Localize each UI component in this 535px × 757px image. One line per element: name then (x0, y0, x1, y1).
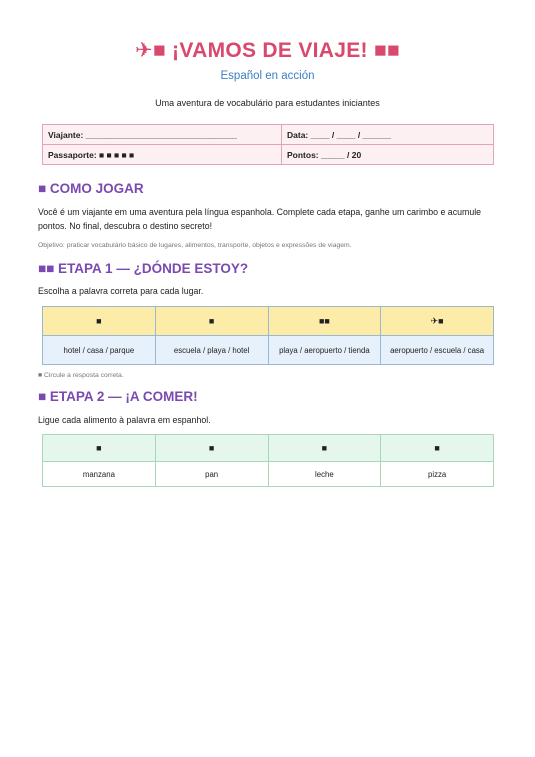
place-icon: ■ (155, 307, 268, 336)
food-icon: ■ (43, 435, 156, 462)
stage2-table (42, 434, 494, 487)
food-word[interactable]: pizza (381, 462, 494, 487)
food-word[interactable]: manzana (43, 462, 156, 487)
place-icon: ■ (43, 307, 156, 336)
food-word[interactable]: leche (268, 462, 381, 487)
how-to-text: Você é um viajante em uma aventura pela língua espanhola. Complete cada etapa, ganhe um carimbo e acumule pontos. No final, descubra o destino secreto! (38, 207, 482, 231)
food-icon: ■ (381, 435, 494, 462)
place-icon: ■■ (268, 307, 381, 336)
date-field[interactable]: Data: ____ / ____ / ______ (282, 125, 494, 145)
answer-options[interactable]: playa / aeropuerto / tienda (268, 336, 381, 365)
answer-options[interactable]: aeropuerto / escuela / casa (381, 336, 494, 365)
food-icon: ■ (268, 435, 381, 462)
stage1-table (42, 306, 494, 365)
points-field[interactable]: Pontos: _____ / 20 (282, 145, 494, 165)
stage2-heading: ■ ETAPA 2 — ¡A COMER! (38, 389, 198, 404)
student-info-table (42, 124, 494, 165)
airplane-icon: ✈■ (381, 307, 494, 336)
answer-options[interactable]: hotel / casa / parque (43, 336, 156, 365)
page-subtitle: Español en acción (220, 70, 315, 82)
page-title: ✈■ ¡VAMOS DE VIAJE! ■■ (135, 39, 400, 62)
objective-text: Objetivo: praticar vocabulário básico de lugares, alimentos, transporte, objetos e expressões de viagem. (38, 242, 352, 249)
how-to-heading: ■ COMO JOGAR (38, 181, 144, 196)
stage1-instruction: Escolha a palavra correta para cada lugar. (38, 286, 204, 296)
answer-options[interactable]: escuela / playa / hotel (155, 336, 268, 365)
stage1-note: ■ Circule a resposta correta. (38, 372, 124, 379)
stage1-heading: ■■ ETAPA 1 — ¿DÓNDE ESTOY? (38, 261, 249, 276)
stage2-instruction: Ligue cada alimento à palavra em espanhol. (38, 415, 211, 425)
traveler-field[interactable]: Viajante: ________________________________ (43, 125, 282, 145)
page-tagline: Uma aventura de vocabulário para estudantes iniciantes (155, 98, 380, 108)
passport-field[interactable]: Passaporte: ■ ■ ■ ■ ■ (43, 145, 282, 165)
food-icon: ■ (155, 435, 268, 462)
food-word[interactable]: pan (155, 462, 268, 487)
